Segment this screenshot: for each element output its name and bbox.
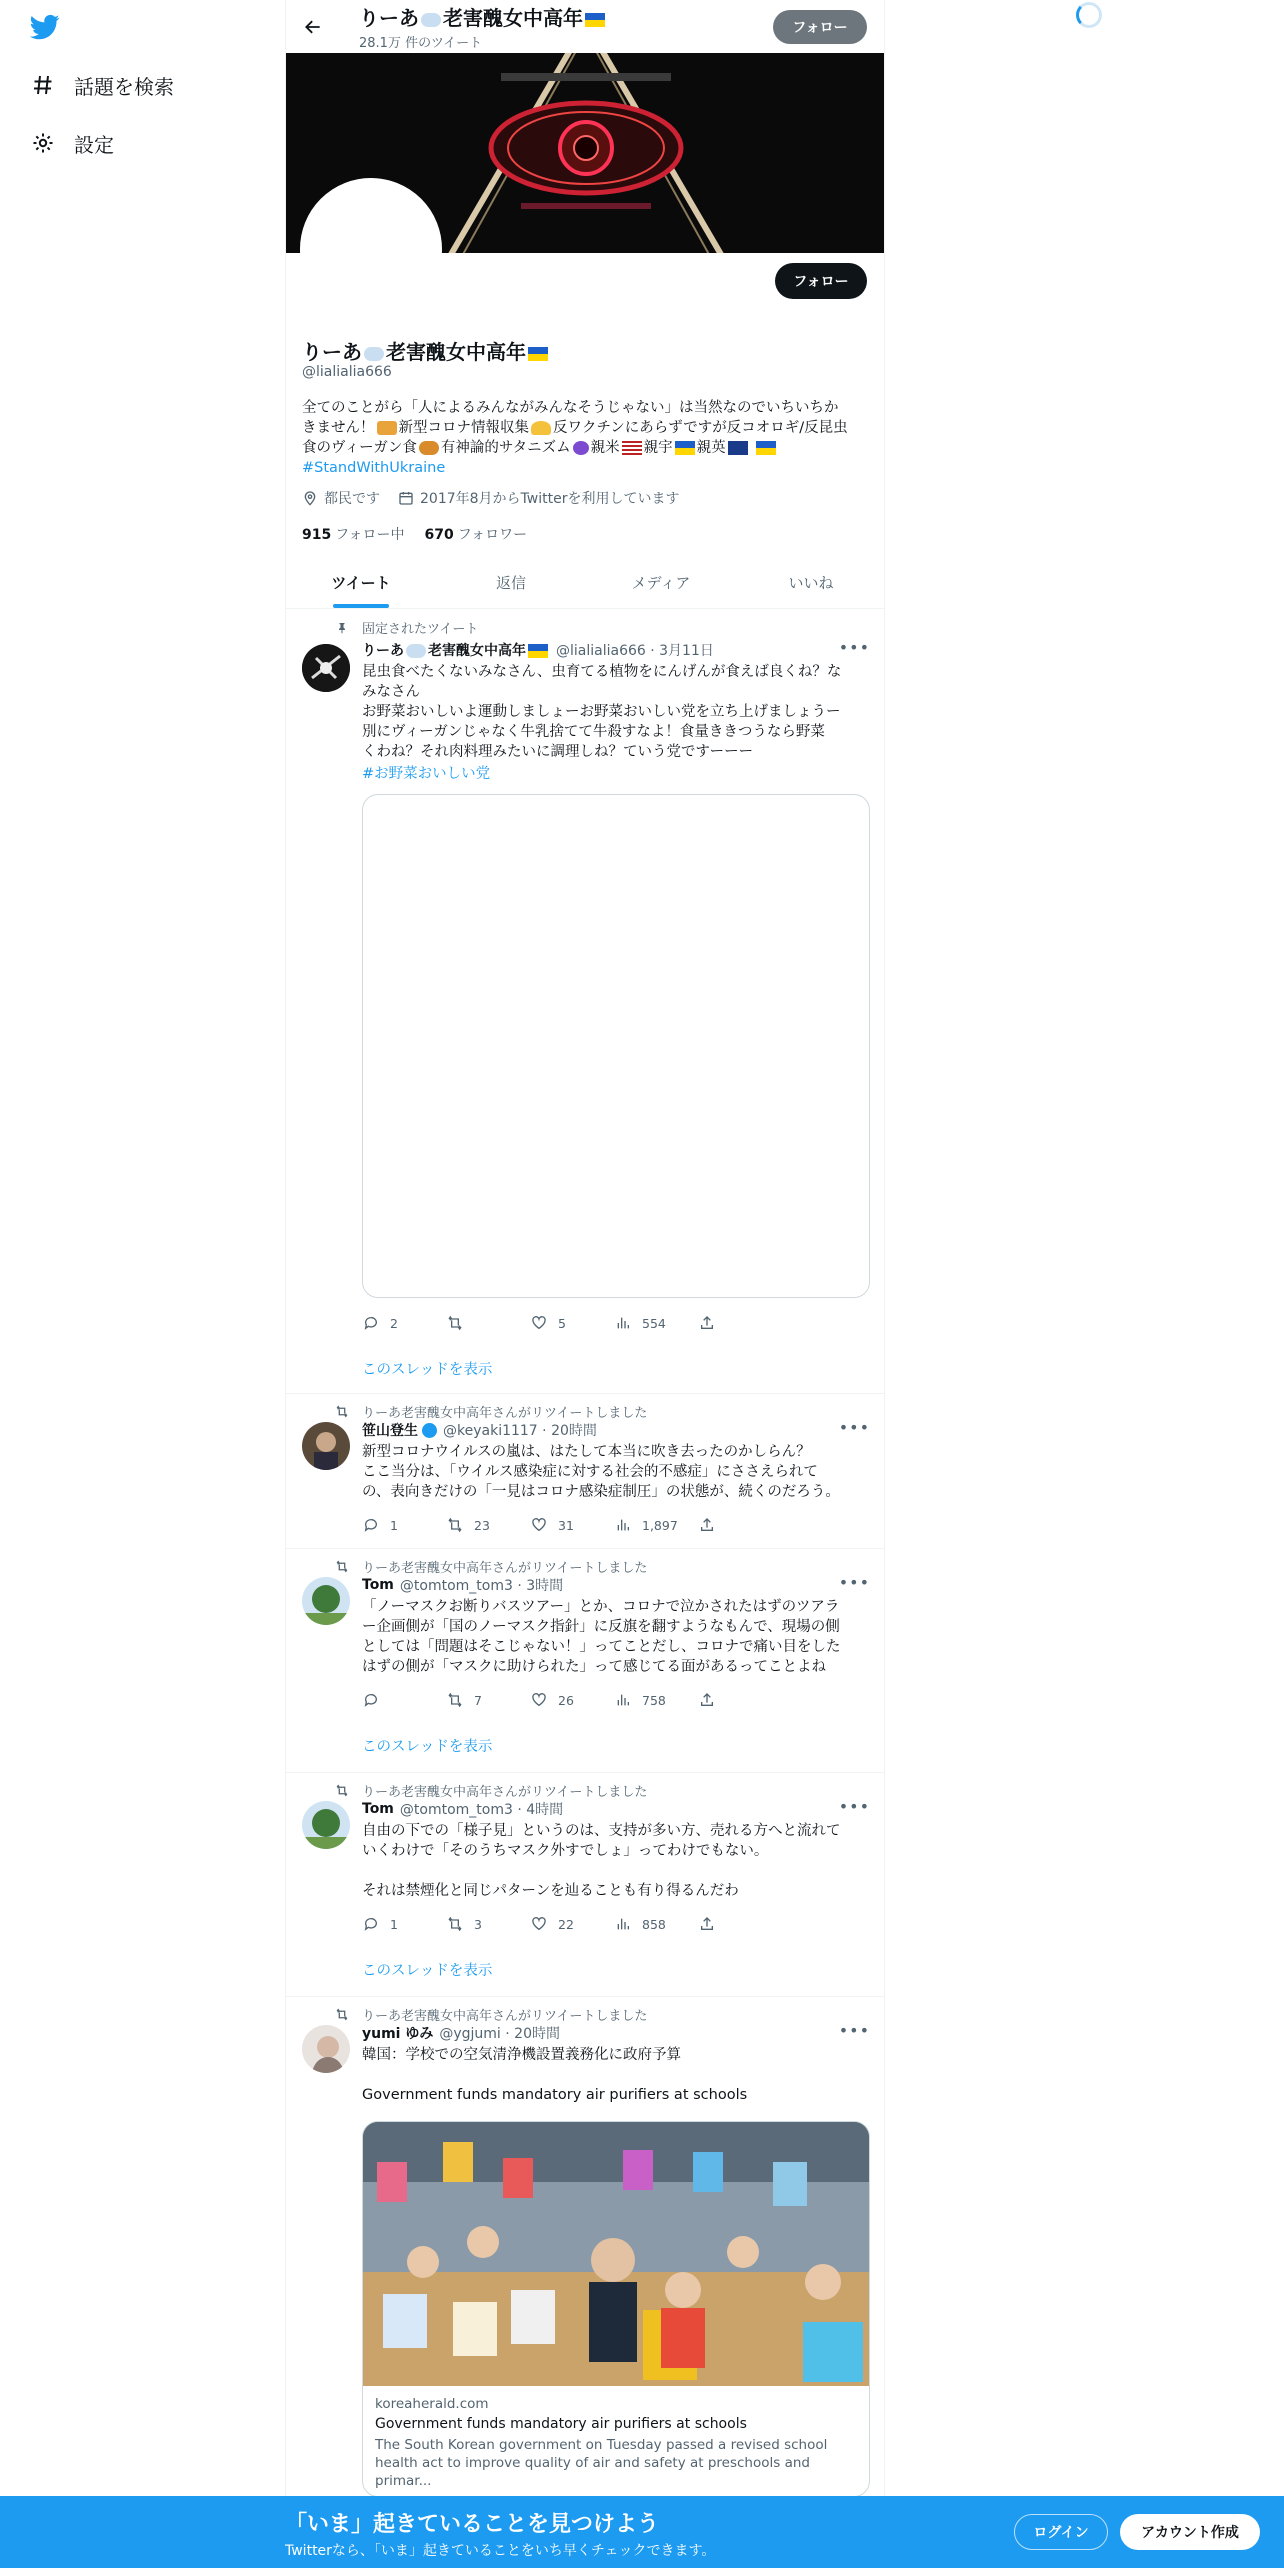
bio-line-2: きません！ (302, 420, 375, 436)
arrow-left-icon (303, 17, 323, 37)
retweet-button[interactable] (446, 1516, 530, 1534)
tweet-header (362, 2023, 560, 2043)
tweet-count: 28.1万 件のツイート (359, 36, 483, 51)
card-domain: koreaherald.com (375, 2396, 489, 2412)
share-icon (698, 1915, 716, 1933)
more-icon[interactable]: ••• (838, 1418, 870, 1437)
crown-emoji-icon (377, 421, 397, 435)
back-button[interactable] (296, 10, 330, 44)
tweet-header (362, 1575, 563, 1595)
more-icon[interactable]: ••• (838, 1573, 870, 1592)
profile-name-text: りーあ (302, 340, 362, 364)
following-label: フォロー中 (335, 527, 405, 543)
card-image (363, 2122, 870, 2386)
bio-part-9: 親英 (696, 440, 726, 456)
tweet-header (362, 1799, 563, 1819)
reply-count: 2 (390, 1315, 398, 1331)
like-count: 26 (558, 1692, 574, 1708)
avatar[interactable] (302, 1801, 350, 1849)
reply-button[interactable] (362, 1915, 446, 1933)
tweet-text: 新型コロナウイルスの嵐は、はたして本当に吹き去ったのかしらん？ ここ当分は、「ウイルス感染症に対する社会的不感症」にささえられて の、表向きだけの「一見はコロナ感染症制圧」の状態が、続くのだろう。 (362, 1444, 840, 1500)
main-column (285, 0, 885, 2568)
reply-button[interactable] (362, 1691, 446, 1709)
like-count: 5 (558, 1315, 566, 1331)
reply-count: 1 (390, 1517, 398, 1533)
view-count: 554 (642, 1315, 666, 1331)
views-button[interactable] (614, 1314, 698, 1332)
ukraine-flag-icon (756, 441, 776, 455)
cloud-emoji-icon (421, 13, 441, 27)
share-button[interactable] (698, 1516, 782, 1534)
tweet-context-text: りーあ老害醜女中高年さんがリツイートしました (362, 2009, 648, 2024)
card-body (363, 2386, 869, 2496)
reply-button[interactable] (362, 1314, 446, 1332)
share-icon (698, 1516, 716, 1534)
share-button[interactable] (698, 1915, 782, 1933)
loading-spinner-icon (1076, 2, 1102, 28)
retweet-icon (334, 1405, 350, 1419)
avatar[interactable] (302, 644, 350, 692)
profile-name-suffix: 老害醜女中高年 (386, 340, 526, 364)
retweet-icon (334, 1560, 350, 1574)
tweet-actions (362, 1691, 782, 1709)
avatar[interactable] (302, 1577, 350, 1625)
pin-icon (334, 621, 350, 635)
more-icon[interactable]: ••• (838, 2021, 870, 2040)
profile-tabs (286, 556, 885, 609)
ukraine-flag-icon (528, 644, 548, 658)
tab-likes[interactable]: いいね (788, 573, 834, 592)
header-follow-button[interactable]: フォロー (773, 10, 867, 44)
card-description: The South Korean government on Tuesday passed a revised school health act to improve quality of air and safety at preschools and primar... (375, 2437, 828, 2489)
signup-banner-subtitle: Twitterなら、「いま」起きていることをいち早くチェックできます。 (285, 2543, 716, 2559)
ukraine-flag-icon (675, 441, 695, 455)
like-button[interactable] (530, 1516, 614, 1534)
like-count: 22 (558, 1916, 574, 1932)
tweet-retweet[interactable] (286, 1549, 885, 1773)
bell-emoji-icon (531, 421, 551, 435)
profile-location (302, 488, 380, 508)
location-pin-icon (302, 490, 318, 506)
profile-meta (302, 488, 679, 508)
tweet-author-name[interactable]: yumi ゆみ (362, 2026, 434, 2042)
tab-replies[interactable]: 返信 (495, 573, 526, 592)
bread-emoji-icon (419, 441, 439, 455)
bar-chart-icon (614, 1314, 632, 1332)
twitter-logo-icon[interactable] (28, 12, 62, 42)
header-name: りーあ (359, 6, 419, 30)
follow-button[interactable]: フォロー (775, 263, 867, 299)
retweet-button[interactable] (446, 1314, 530, 1332)
profile-bio (302, 398, 870, 478)
following-link[interactable] (302, 524, 405, 544)
bio-part-4: 反ワクチンにあらずですが反コオロギ/反昆虫 (553, 420, 848, 436)
reply-button[interactable] (362, 1516, 446, 1534)
profile-name (302, 336, 550, 365)
share-button[interactable] (698, 1691, 782, 1709)
signup-button[interactable]: アカウント作成 (1120, 2514, 1260, 2550)
cloud-emoji-icon (364, 347, 384, 361)
us-flag-icon (622, 441, 642, 455)
tweet-media[interactable] (362, 794, 870, 1298)
retweet-count: 7 (474, 1692, 482, 1708)
tab-media[interactable]: メディア (631, 573, 691, 592)
profile-avatar[interactable] (300, 178, 442, 320)
header-title (359, 2, 607, 31)
header-name-suffix: 老害醜女中高年 (443, 6, 583, 30)
bio-line-1: 全てのことがら「人によるみんながみんなそうじゃない」は当然なのでいちいちか (302, 400, 839, 416)
tweet-header (362, 1420, 597, 1440)
reply-icon (362, 1516, 380, 1534)
calendar-icon (398, 490, 414, 506)
tweet-actions (362, 1314, 782, 1332)
followers-link[interactable] (425, 524, 528, 544)
view-count: 758 (642, 1692, 666, 1708)
link-card[interactable] (362, 2121, 870, 2497)
tweet-author-name-text: りーあ (362, 643, 404, 659)
tweet-actions (362, 1516, 782, 1534)
followers-label: フォロワー (457, 527, 528, 543)
tweet-author-name-suffix: 老害醜女中高年 (428, 643, 526, 659)
bio-part-6: 有神論的サタニズム (440, 440, 571, 456)
tweet-text: 「ノーマスクお断りバスツアー」とか、コロナで泣かされたはずのツアラ ー企画側が「国のノーマスク指針」に反旗を翻すようなもんで、現場の側 としては「問題はそこじゃない！」ってことだし、コロナで痛い目をした はずの側が「マスクに助けられた」って感じてる面があるってことよね (362, 1599, 841, 1675)
nav-settings-label: 設定 (74, 132, 114, 157)
retweet-icon (446, 1691, 464, 1709)
tweet-retweet[interactable] (286, 1773, 885, 1997)
tweet-context-text: りーあ老害醜女中高年さんがリツイートしました (362, 1406, 648, 1421)
tweet-context (334, 1557, 647, 1576)
tweet-actions (362, 1915, 782, 1933)
heart-icon (530, 1691, 548, 1709)
retweet-count: 23 (474, 1517, 490, 1533)
tweet-context (334, 1402, 647, 1421)
show-thread-link[interactable]: このスレッドを表示 (362, 1362, 493, 1378)
views-button[interactable] (614, 1915, 698, 1933)
retweet-icon (446, 1915, 464, 1933)
reply-icon (362, 1314, 380, 1332)
tweet-context (334, 2005, 647, 2024)
tweet-author-handle[interactable]: @lialialia666 · 3月11日 (556, 643, 714, 659)
profile-location-text: 都民です (324, 491, 380, 507)
more-icon[interactable]: ••• (838, 1797, 870, 1816)
bio-part-7: 親米 (590, 440, 620, 456)
retweet-icon (446, 1516, 464, 1534)
retweet-icon (334, 2008, 350, 2022)
bio-part-3: 新型コロナ情報収集 (398, 420, 529, 436)
share-icon (698, 1691, 716, 1709)
tweet-context (334, 1781, 647, 1800)
tweet-header (362, 640, 714, 660)
bar-chart-icon (614, 1915, 632, 1933)
view-count: 1,897 (642, 1517, 678, 1533)
more-icon[interactable]: ••• (838, 638, 870, 657)
share-button[interactable] (698, 1314, 782, 1332)
cloud-emoji-icon (406, 644, 426, 658)
card-title: Government funds mandatory air purifiers at schools (375, 2416, 747, 2432)
tweet-author-name[interactable]: 笹山登生 (362, 1423, 418, 1439)
view-count: 858 (642, 1916, 666, 1932)
tweet-pinned[interactable] (286, 610, 885, 1394)
views-button[interactable] (614, 1691, 698, 1709)
share-icon (698, 1314, 716, 1332)
reply-icon (362, 1691, 380, 1709)
login-button[interactable]: ログイン (1014, 2514, 1108, 2550)
tweet-text: 自由の下での「様子見」というのは、支持が多い方、売れる方へと流れて いくわけで「そのうちマスク外すでしょ」ってわけでもない。 それは禁煙化と同じパターンを辿ることも有り得るんだわ (362, 1823, 841, 1899)
reply-count: 1 (390, 1916, 398, 1932)
bar-chart-icon (614, 1516, 632, 1534)
tweet-author-handle[interactable]: @tomtom_tom3 · 3時間 (399, 1578, 564, 1594)
retweet-button[interactable] (446, 1691, 530, 1709)
tweet-retweet[interactable] (286, 1997, 885, 2517)
views-button[interactable] (614, 1516, 698, 1534)
profile-joined (398, 488, 679, 508)
tweet-author-handle[interactable]: @keyaki1117 · 20時間 (443, 1423, 597, 1439)
retweet-count: 3 (474, 1916, 482, 1932)
like-button[interactable] (530, 1915, 614, 1933)
signup-banner-title: 「いま」起きていることを見つけよう (285, 2512, 660, 2537)
uk-flag-icon (728, 441, 748, 455)
tweet-hashtag-link[interactable]: #お野菜おいしい党 (362, 766, 491, 782)
like-button[interactable] (530, 1314, 614, 1332)
profile-handle: @lialialia666 (302, 364, 392, 380)
tweet-author-name[interactable]: Tom (362, 1801, 394, 1817)
show-thread-link[interactable]: このスレッドを表示 (362, 1963, 493, 1979)
tab-tweets[interactable]: ツイート (286, 556, 436, 608)
heart-icon (530, 1314, 548, 1332)
tweet-context-text: りーあ老害醜女中高年さんがリツイートしました (362, 1561, 648, 1576)
tweet-context-text: 固定されたツイート (362, 622, 479, 637)
bio-part-5: 食のヴィーガン食 (302, 440, 417, 456)
ukraine-flag-icon (585, 13, 605, 27)
tweet-context-text: りーあ老害醜女中高年さんがリツイートしました (362, 1785, 648, 1800)
bar-chart-icon (614, 1691, 632, 1709)
bio-hashtag-link[interactable]: #StandWithUkraine (302, 460, 446, 476)
following-count: 915 (302, 527, 332, 543)
heart-icon (530, 1915, 548, 1933)
show-thread-link[interactable]: このスレッドを表示 (362, 1739, 493, 1755)
tweet-context (334, 618, 478, 637)
reply-icon (362, 1915, 380, 1933)
verified-badge-icon (422, 1423, 437, 1438)
profile-follow-counts (302, 524, 527, 544)
tweet-retweet[interactable] (286, 1394, 885, 1549)
nav-explore-label: 話題を検索 (74, 74, 174, 99)
avatar[interactable] (302, 1422, 350, 1470)
tweet-author-handle[interactable]: @tomtom_tom3 · 4時間 (399, 1802, 564, 1818)
heart-icon (530, 1516, 548, 1534)
followers-count: 670 (424, 527, 454, 543)
retweet-button[interactable] (446, 1915, 530, 1933)
nav-settings[interactable] (28, 128, 114, 158)
retweet-icon (334, 1784, 350, 1798)
avatar[interactable] (302, 2025, 350, 2073)
signup-banner (0, 2496, 1284, 2568)
like-button[interactable] (530, 1691, 614, 1709)
tweet-author-handle[interactable]: @ygjumi · 20時間 (439, 2026, 560, 2042)
tweet-text: 韓国：学校での空気清浄機設置義務化に政府予算 Government funds mandatory air purifiers at schools (362, 2047, 748, 2103)
profile-header-bar (286, 0, 885, 53)
gear-icon (28, 128, 58, 158)
retweet-icon (446, 1314, 464, 1332)
like-count: 31 (558, 1517, 574, 1533)
devil-emoji-icon (573, 441, 589, 455)
hashtag-icon (28, 70, 58, 100)
bio-part-8: 親宇 (643, 440, 673, 456)
nav-explore[interactable] (28, 70, 174, 100)
tweet-author-name[interactable]: Tom (362, 1577, 394, 1593)
tweet-text: 昆虫食べたくないみなさん、虫育てる植物をにんげんが食えば良くね？な みなさん お野菜おいしいよ運動しましょーお野菜おいしい党を立ち上げましょうー 別にヴィーガンじゃなく牛乳捨てて牛殺すなよ！食量ききつうなら野菜 くわね？それ肉料理みたいに調理しね？ていう党ですーーー (362, 664, 842, 760)
ukraine-flag-icon (528, 347, 548, 361)
tweet-author-name[interactable] (362, 640, 550, 660)
profile-joined-text: 2017年8月からTwitterを利用しています (420, 491, 680, 507)
